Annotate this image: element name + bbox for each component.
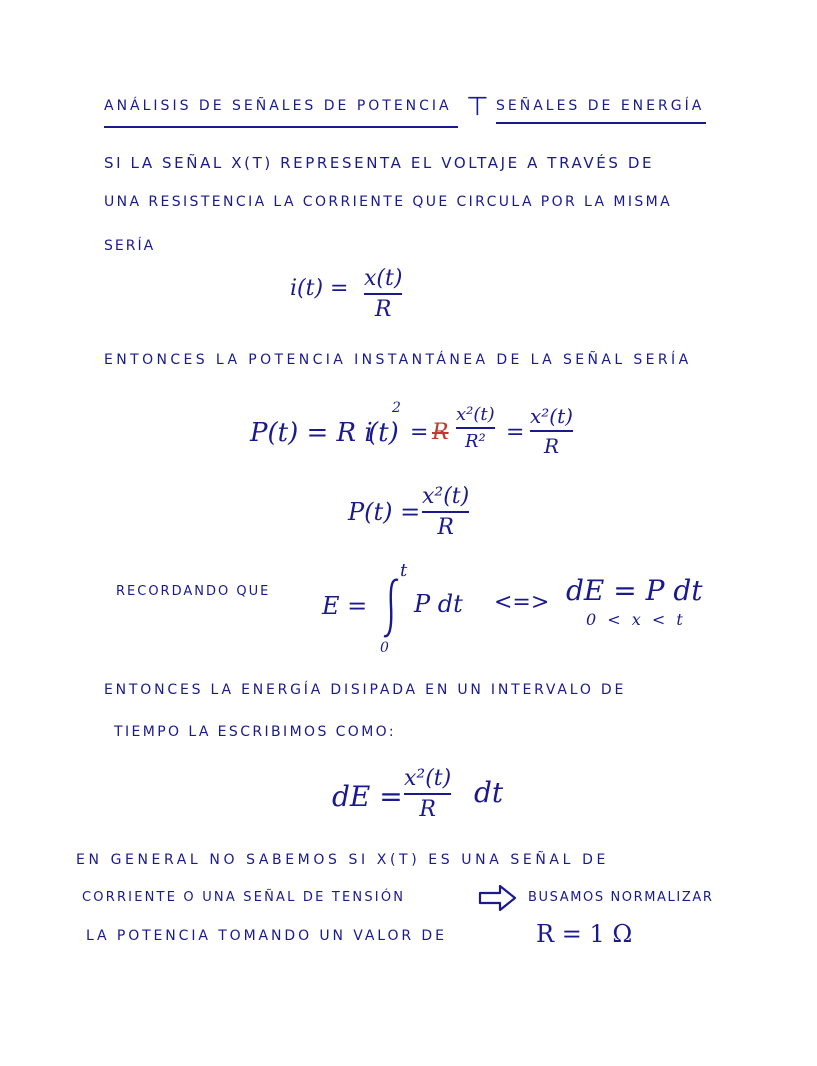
heading-power-signals: ANÁLISIS DE SEÑALES DE POTENCIA — [104, 98, 452, 114]
eq4-equivalence: <=> — [494, 590, 550, 615]
eq1-fraction-bar — [364, 293, 402, 295]
eq4-rhs: dE = P dt — [566, 574, 703, 607]
eq5-fraction — [404, 766, 451, 822]
eq4-condition: 0 < x < t — [586, 610, 686, 629]
eq2-middle-fraction-bar — [456, 427, 495, 429]
eq2-right-fraction-bar — [530, 430, 573, 432]
para4-line2-left: CORRIENTE O UNA SEÑAL DE TENSIÓN — [82, 890, 406, 905]
para3-line2: TIEMPO LA ESCRIBIMOS COMO: — [114, 724, 396, 740]
eq2-middle-denominator: R² — [464, 431, 486, 452]
eq3-fraction — [422, 484, 469, 540]
eq4-lhs: E = — [322, 592, 368, 620]
eq3-lhs: P(t) = — [348, 498, 421, 526]
heading-right-underline — [496, 122, 706, 124]
para1-line1: SI LA SEÑAL X(T) REPRESENTA EL VOLTAJE A TRAVÉS DE — [104, 154, 655, 172]
para1-line3: SERÍA — [104, 238, 156, 254]
eq5-lhs: dE = — [332, 780, 403, 813]
eq2-exponent: 2 — [392, 400, 401, 416]
para4-line1: EN GENERAL NO SABEMOS SI X(T) ES UNA SEÑAL DE — [76, 852, 609, 868]
eq5-differential: dt — [474, 776, 504, 809]
eq3-numerator: x²(t) — [422, 484, 470, 509]
heading-left-underline — [104, 126, 458, 128]
para1-line2: UNA RESISTENCIA LA CORRIENTE QUE CIRCULA POR LA MISMA — [104, 194, 673, 210]
eq2-cancelled-r: R — [432, 420, 449, 445]
eq3-denominator: R — [437, 515, 454, 540]
eq4-lower-limit: 0 — [380, 640, 389, 656]
eq2-middle-fraction — [456, 404, 495, 452]
eq2-equals-1: = — [410, 420, 429, 445]
eq2-lhs: P(t) = R i — [250, 418, 373, 448]
eq4-upper-limit: t — [400, 560, 408, 581]
eq2-right-denominator: R — [543, 434, 559, 458]
eq1-lhs: i(t) = — [290, 276, 349, 301]
eq2-argument: (t) — [368, 418, 399, 448]
eq1-denominator: R — [374, 297, 392, 322]
para4-line3-left: LA POTENCIA TOMANDO UN VALOR DE — [86, 928, 447, 944]
para4-resistance-value: R = 1 Ω — [536, 920, 633, 948]
eq1-fraction — [364, 266, 402, 322]
eq2-equals-2: = — [506, 420, 525, 445]
eq2-middle-numerator: x²(t) — [456, 404, 495, 425]
eq5-fraction-bar — [404, 793, 451, 795]
integral-sign-icon — [380, 576, 404, 642]
eq1-numerator: x(t) — [364, 266, 403, 291]
eq2-right-numerator: x²(t) — [530, 404, 573, 428]
implies-arrow-icon — [478, 884, 518, 912]
eq5-numerator: x²(t) — [404, 766, 452, 791]
eq5-denominator: R — [419, 797, 436, 822]
eq2-right-fraction — [530, 404, 573, 458]
eq4-integrand: P dt — [414, 590, 463, 618]
para3-line1: ENTONCES LA ENERGÍA DISIPADA EN UN INTERVALO DE — [104, 682, 627, 698]
eq4-label: RECORDANDO QUE — [116, 584, 271, 599]
eq3-fraction-bar — [422, 511, 469, 513]
para4-line2-right: BUSAMOS NORMALIZAR — [528, 890, 714, 905]
para2-line1: ENTONCES LA POTENCIA INSTANTÁNEA DE LA SEÑAL SERÍA — [104, 352, 692, 368]
heading-separator: ⊤ — [466, 92, 489, 122]
heading-energy-signals: SEÑALES DE ENERGÍA — [496, 98, 705, 114]
